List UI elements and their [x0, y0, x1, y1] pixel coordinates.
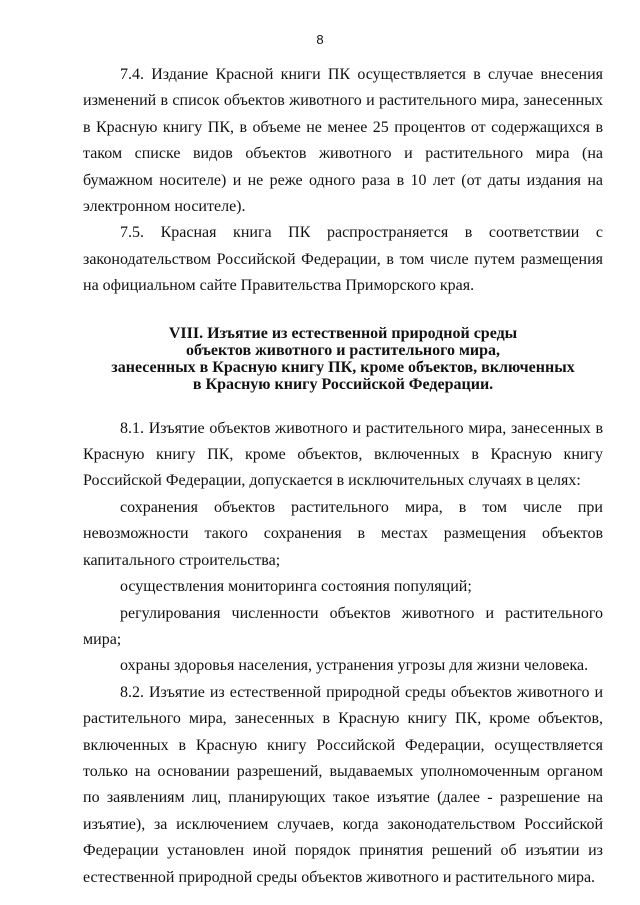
list-item-regulation: регулирования численности объектов животного и растительного мира;	[83, 604, 603, 648]
paragraph-7-4: 7.4. Издание Красной книги ПК осуществляется в случае внесения изменений в список объектов животного и растительного мира, занесенных в Красную книгу ПК, в объеме не менее 25 процентов от содержащихся в таком списке видов объектов животного и растительного мира (на бумажном носителе) и не реже одного раза в 10 лет (от даты издания на электронном носителе).	[83, 66, 603, 216]
section-heading-line: объектов животного и растительного мира,	[185, 341, 501, 359]
document-body	[83, 62, 603, 891]
paragraph-7-5: 7.5. Красная книга ПК распространяется в соответствии с законодательством Российской Федерации, в том числе путем размещения на официальном сайте Правительства Приморского края.	[83, 224, 603, 295]
list-item-conservation: сохранения объектов растительного мира, в том числе при невозможности такого сохранения в местах размещения объектов капитального строительства;	[83, 498, 603, 569]
section-heading-line: в Красную книгу Российской Федерации.	[192, 375, 494, 393]
paragraph-8-1: 8.1. Изъятие объектов животного и растительного мира, занесенных в Красную книгу ПК, кроме объектов, включенных в Красную книгу Российской Федерации, допускается в исключительных случаях в целях:	[83, 419, 603, 490]
section-heading	[83, 325, 603, 393]
section-heading-line: занесенных в Красную книгу ПК, кроме объектов, включенных	[111, 358, 575, 376]
list-item-monitoring: осуществления мониторинга состояния популяций;	[120, 578, 472, 596]
paragraph-8-2: 8.2. Изъятие из естественной природной среды объектов животного и растительного мира, занесенных в Красную книгу ПК, кроме объектов, включенных в Красную книгу Российской Федерации, осуществляется только на основании разрешений, выдаваемых уполномоченным органом по заявлениям лиц, планирующих такое изъятие (далее - разрешение на изъятие), за исключением случаев, когда законодательством Российской Федерации установлен иной порядок принятия решений об изъятии из естественной природной среды объектов животного и растительного мира.	[83, 683, 603, 886]
page-number: 8	[316, 32, 324, 47]
list-item-health: охраны здоровья населения, устранения угрозы для жизни человека.	[120, 657, 589, 675]
section-heading-line: VIII. Изъятие из естественной природной среды	[168, 324, 518, 342]
